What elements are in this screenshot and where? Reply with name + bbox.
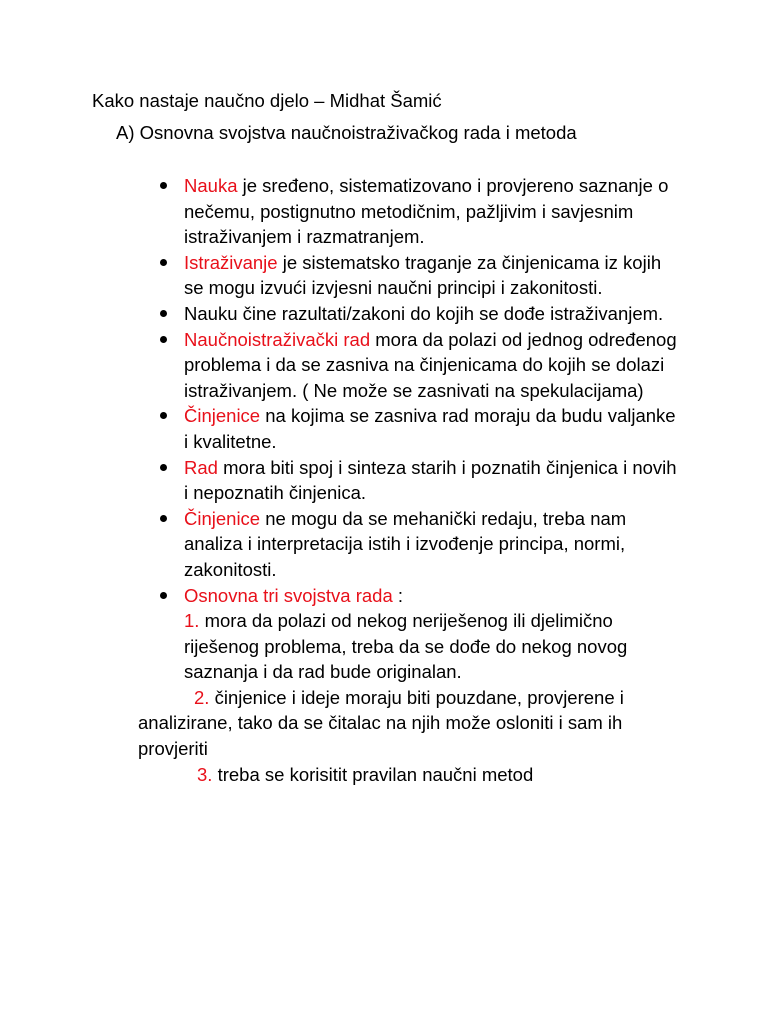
bullet-icon <box>160 464 167 471</box>
property-text: mora da polazi od nekog neriješenog ili djelimično riješenog problema, treba da se dođe do nekog novog saznanja i da rad bude originalan. <box>184 610 628 683</box>
bullet-term: Naučnoistraživački rad <box>184 328 371 350</box>
bullet-icon <box>160 310 167 317</box>
bullet-term: Činjenice <box>184 507 261 529</box>
bullet-text: mora biti spoj i sinteza starih i poznatih činjenica i novih i nepoznatih činjenica. <box>184 456 677 504</box>
list-item <box>160 506 680 583</box>
bullet-text: je sređeno, sistematizovano i provjereno saznanje o nečemu, postignutno metodičnim, pažljivim i savjesnim istraživanjem i razmatranjem. <box>184 175 669 248</box>
list-item <box>160 327 680 404</box>
property-item <box>138 685 680 762</box>
bullet-text: je sistematsko traganje za činjenicama iz kojih se mogu izvući izvjesni naučni principi i zakonitosti. <box>184 251 662 299</box>
property-item <box>138 762 680 788</box>
bullet-list <box>138 173 680 787</box>
property-number: 1. <box>184 610 200 632</box>
property-number: 2. <box>194 686 210 708</box>
bullet-term: Činjenice <box>184 405 261 427</box>
document-title: Kako nastaje naučno djelo – Midhat Šamić <box>92 90 442 111</box>
list-item <box>160 403 680 454</box>
bullet-text: mora da polazi od jednog određenog problema i da se zasniva na činjenicama do kojih se dolazi istraživanjem. ( Ne može se zasnivati na spekulacijama) <box>184 328 677 401</box>
bullet-text: ne mogu da se mehanički redaju, treba nam analiza i interpretacija istih i izvođenje principa, normi, zakonitosti. <box>184 507 627 580</box>
bullet-icon <box>160 336 167 343</box>
list-item <box>160 173 680 250</box>
bullet-icon <box>160 592 167 599</box>
list-item <box>138 583 680 788</box>
bullet-icon <box>160 412 167 419</box>
list-item <box>160 455 680 506</box>
bullet-icon <box>160 515 167 522</box>
bullet-term: Nauka <box>184 175 238 196</box>
list-item <box>160 301 680 327</box>
bullet-term: Istraživanje <box>184 251 278 273</box>
property-number: 3. <box>197 763 213 785</box>
bullet-text: na kojima se zasniva rad moraju da budu valjanke i kvalitetne. <box>184 405 676 452</box>
list-item <box>160 250 680 301</box>
bullet-text: Nauku čine razultati/zakoni do kojih se dođe istraživanjem. <box>184 302 664 324</box>
property-text: činjenice i ideje moraju biti pouzdane, provjerene i analizirane, tako da se čitalac na njih može osloniti i sam ih provjeriti <box>138 686 624 760</box>
bullet-text: : <box>392 584 404 606</box>
section-heading: A) Osnovna svojstva naučnoistraživačkog rada i metoda <box>116 122 577 143</box>
bullet-term: Osnovna tri svojstva rada <box>184 584 393 606</box>
bullet-icon <box>160 259 167 266</box>
property-text: treba se korisitit pravilan naučni metod <box>212 763 534 785</box>
property-item <box>184 608 680 685</box>
bullet-term: Rad <box>184 456 218 478</box>
bullet-icon <box>160 182 167 189</box>
